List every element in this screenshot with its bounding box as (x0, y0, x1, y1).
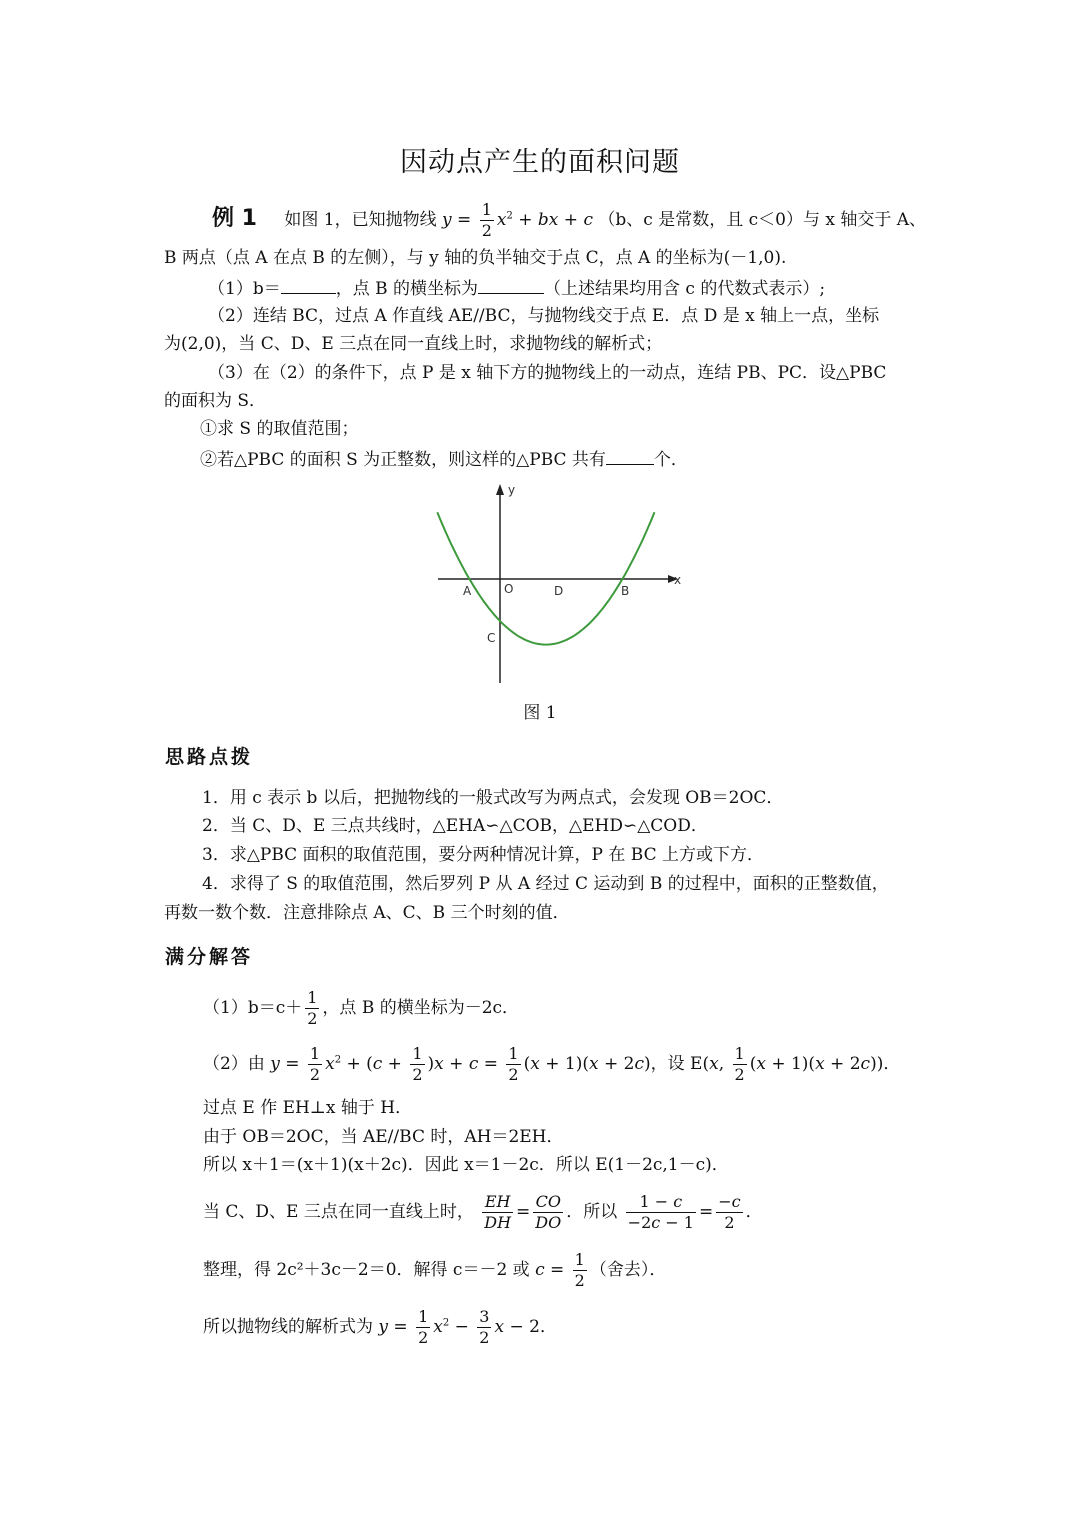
question-3a: ①求 S 的取值范围； (200, 419, 359, 439)
s1-pre: （1）b＝c＋ (203, 998, 303, 1018)
solution-line3: 过点 E 作 EH⊥x 轴于 H． (203, 1098, 413, 1118)
solution-heading: 满分解答 (165, 946, 254, 968)
label-B: B (621, 584, 630, 598)
l6-pre: 当 C、D、E 三点在同一直线上时， (203, 1202, 474, 1222)
solution-1: （1）b＝c＋ $\frac{1}{2}$ ，点 B 的横坐标为－2c． (203, 988, 520, 1028)
solution-2 (203, 1046, 900, 1083)
question-3b (200, 448, 688, 470)
q1-part1: （1）b＝ (208, 279, 281, 299)
example-line2: B 两点（点 A 在点 B 的左侧），与 y 轴的负半轴交于点 C，点 A 的坐标为(－1,0). (164, 248, 787, 268)
label-O: O (504, 582, 514, 596)
label-A: A (463, 584, 472, 598)
q1-blank-b[interactable] (281, 277, 336, 294)
page-title: 因动点产生的面积问题 (400, 147, 680, 178)
s2-formula: y = $\frac{1}{2}$ $x^2 + (c$ + $\frac{1}{2}$ )x + c = $\frac{1}{2}$ (x + 1)(x + 2c) (270, 1044, 651, 1084)
hints-heading: 思路点拨 (165, 746, 254, 768)
solution-line6: 当 C、D、E 三点在同一直线上时， $\frac{EH}{DH}$ = $\frac{CO}{DO}$ ．所以 $\frac{1 - c}{-2c - 1}$ = $\frac{-c}{2}$ ． (203, 1192, 763, 1232)
q3b-part2: 个． (653, 450, 688, 470)
solution-line4: 由于 OB＝2OC，当 AE//BC 时，AH＝2EH． (203, 1127, 564, 1147)
q3b-part1: ②若△PBC 的面积 S 为正整数，则这样的△PBC 共有 (200, 450, 606, 470)
label-C: C (487, 631, 496, 645)
question-3-line2: 的面积为 S． (164, 391, 267, 411)
label-y: y (508, 483, 516, 497)
s2-mid: ，设 E (650, 1054, 703, 1074)
question-2-line1: （2）连结 BC，过点 A 作直线 AE//BC，与抛物线交于点 E．点 D 是 x 轴上一点，坐标 (208, 306, 880, 326)
q1-part3: （上述结果均用含 c 的代数式表示）; (544, 279, 826, 299)
solution-line7: 整理，得 2c²＋3c－2＝0．解得 c＝－2 或 c = $\frac{1}{2}$ （舍去）． (203, 1250, 667, 1290)
example-intro-pre: 如图 1，已知抛物线 (284, 210, 437, 230)
figure-1-parabola (430, 478, 690, 688)
example-block (212, 202, 926, 239)
label-x: x (674, 573, 682, 587)
s1-post: ，点 B 的横坐标为－2c． (322, 998, 520, 1018)
l8-pre: 所以抛物线的解析式为 (203, 1317, 373, 1337)
figure-caption: 图 1 (523, 703, 557, 723)
l6-mid: ．所以 (566, 1202, 618, 1222)
hint-4: 4．求得了 S 的取值范围，然后罗列 P 从 A 经过 C 运动到 B 的过程中，面积的正整数值， (202, 874, 889, 894)
s2-pre: （2）由 (203, 1054, 265, 1074)
y-axis-arrow (496, 484, 504, 495)
question-2-line2: 为(2,0)，当 C、D、E 三点在同一直线上时，求抛物线的解析式； (164, 334, 663, 354)
q1-part2: ，点 B 的横坐标为 (335, 279, 479, 299)
hint-3: 3．求△PBC 面积的取值范围，要分两种情况计算，P 在 BC 上方或下方． (202, 845, 765, 865)
question-1 (208, 277, 825, 299)
l7-post: （舍去）． (589, 1260, 667, 1280)
solution-line5: 所以 x＋1＝(x＋1)(x＋2c)．因此 x＝1－2c．所以 E(1－2c,1－c)． (203, 1155, 729, 1175)
example-label: 例 1 (212, 206, 257, 231)
hint-4-cont: 再数一数个数．注意排除点 A、C、B 三个时刻的值． (164, 903, 570, 923)
question-3-line1: （3）在（2）的条件下，点 P 是 x 轴下方的抛物线上的一动点，连结 PB、PC．设△PBC (208, 363, 887, 383)
q3b-blank[interactable] (606, 448, 654, 465)
hint-1: 1．用 c 表示 b 以后，把抛物线的一般式改写为两点式，会发现 OB＝2OC． (202, 788, 784, 808)
l7-pre: 整理，得 2c²＋3c－2＝0．解得 c＝－2 或 (203, 1260, 530, 1280)
example-intro-post: （b、c 是常数，且 c＜0）与 x 轴交于 A、 (598, 210, 927, 230)
hint-2: 2．当 C、D、E 三点共线时，△EHA∽△COB，△EHD∽△COD． (202, 816, 708, 836)
s2-point-e: (x, $\frac{1}{2}$ (x + 1)(x + 2c))． (702, 1044, 901, 1084)
label-D: D (554, 584, 564, 598)
q1-blank-b-x[interactable] (478, 277, 544, 294)
solution-line8: 所以抛物线的解析式为 y = $\frac{1}{2}$ $x^2$ − $\frac{3}{2}$ x − 2． (203, 1307, 557, 1347)
parabola-general-formula: y = $\frac{1}{2}$ $x^2$ + bx + c (442, 200, 593, 240)
